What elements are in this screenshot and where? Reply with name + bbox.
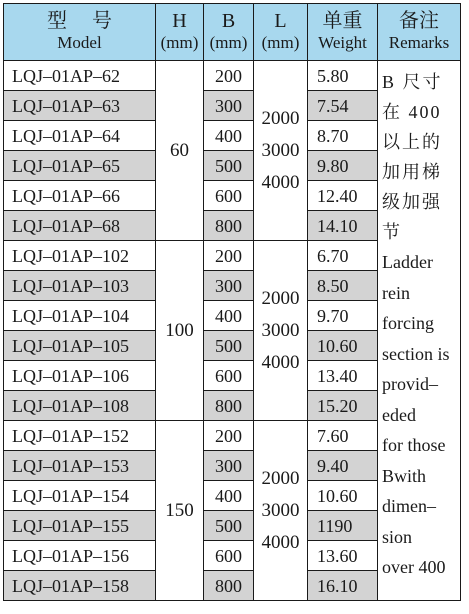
header-l-unit: (mm) (261, 33, 300, 52)
header-l (254, 4, 308, 61)
cell-model: LQJ–01AP–105 (4, 331, 156, 361)
cell-model: LQJ–01AP–103 (4, 271, 156, 301)
cell-model: LQJ–01AP–152 (4, 421, 156, 451)
cell-width-b: 800 (204, 391, 254, 421)
cell-weight: 5.80 (308, 61, 378, 91)
cell-width-b: 300 (204, 451, 254, 481)
cell-model: LQJ–01AP–65 (4, 151, 156, 181)
cell-height: 60 (156, 61, 204, 241)
cell-weight: 13.60 (308, 541, 378, 571)
length-value: 3000 (261, 139, 300, 161)
header-row (4, 4, 461, 61)
remarks-en-line: eded (382, 404, 416, 425)
header-model-en: Model (57, 33, 102, 52)
remarks-en-line: sion (382, 526, 413, 547)
remarks-en-line: section is (382, 343, 450, 364)
header-weight-en: Weight (318, 33, 367, 52)
cell-model: LQJ–01AP–66 (4, 181, 156, 211)
header-l-label: L (274, 10, 287, 32)
remarks-en-line: rein (382, 282, 410, 303)
cell-model: LQJ–01AP–102 (4, 241, 156, 271)
cell-model: LQJ–01AP–104 (4, 301, 156, 331)
cell-weight: 9.80 (308, 151, 378, 181)
cell-model: LQJ–01AP–158 (4, 571, 156, 601)
remarks-cn-line: 级加强 (382, 192, 442, 212)
remarks-en-line: dimen– (382, 496, 436, 516)
cell-width-b: 600 (204, 361, 254, 391)
remarks-en-line: over 400 (382, 557, 446, 577)
header-b-unit: (mm) (209, 33, 248, 52)
cell-weight: 14.10 (308, 211, 378, 241)
cell-weight: 10.60 (308, 481, 378, 511)
header-remarks-en: Remarks (388, 33, 450, 52)
cell-weight: 10.60 (308, 331, 378, 361)
remarks-cn-line: 以上的 (382, 132, 442, 152)
cell-weight: 6.70 (308, 241, 378, 271)
cell-model: LQJ–01AP–153 (4, 451, 156, 481)
remarks-cn-line: B 尺寸 (382, 72, 443, 92)
cell-weight: 9.40 (308, 451, 378, 481)
cell-weight: 8.50 (308, 271, 378, 301)
cell-remarks (378, 61, 461, 601)
header-remarks (378, 4, 461, 61)
header-remarks-cn: 备注 (399, 10, 439, 32)
remarks-en-line: forcing (382, 313, 434, 333)
header-model (4, 4, 156, 61)
cell-model: LQJ–01AP–154 (4, 481, 156, 511)
cell-height: 100 (156, 241, 204, 421)
spec-table (3, 3, 461, 601)
cell-width-b: 500 (204, 331, 254, 361)
remarks-cn-line: 在 400 (382, 102, 442, 122)
header-h-label: H (172, 10, 187, 32)
cell-model: LQJ–01AP–63 (4, 91, 156, 121)
cell-model: LQJ–01AP–68 (4, 211, 156, 241)
length-value: 4000 (261, 351, 300, 373)
length-value: 2000 (261, 107, 300, 129)
cell-model: LQJ–01AP–64 (4, 121, 156, 151)
cell-length (254, 241, 308, 421)
cell-weight: 15.20 (308, 391, 378, 421)
cell-weight: 1190 (308, 511, 378, 541)
cell-model: LQJ–01AP–108 (4, 391, 156, 421)
remarks-en-line: Ladder (382, 252, 433, 272)
remarks-en-line: Bwith (382, 465, 427, 486)
cell-length (254, 421, 308, 601)
length-value: 2000 (261, 467, 300, 489)
header-h-unit: (mm) (160, 33, 199, 52)
table-row (4, 61, 461, 91)
cell-width-b: 200 (204, 241, 254, 271)
length-value: 3000 (261, 319, 300, 341)
header-model-cn: 型 号 (47, 10, 122, 32)
header-weight (308, 4, 378, 61)
cell-weight: 13.40 (308, 361, 378, 391)
cell-width-b: 600 (204, 541, 254, 571)
cell-width-b: 800 (204, 571, 254, 601)
cell-width-b: 400 (204, 301, 254, 331)
cell-width-b: 400 (204, 481, 254, 511)
cell-width-b: 600 (204, 181, 254, 211)
cell-weight: 8.70 (308, 121, 378, 151)
length-value: 4000 (261, 171, 300, 193)
cell-weight: 7.54 (308, 91, 378, 121)
cell-width-b: 300 (204, 271, 254, 301)
cell-weight: 7.60 (308, 421, 378, 451)
spec-table-wrapper (3, 3, 461, 601)
header-b-label: B (221, 10, 236, 32)
cell-width-b: 500 (204, 151, 254, 181)
remarks-en-line: provid– (382, 374, 438, 394)
cell-weight: 12.40 (308, 181, 378, 211)
cell-model: LQJ–01AP–106 (4, 361, 156, 391)
length-value: 3000 (261, 499, 300, 521)
cell-weight: 16.10 (308, 571, 378, 601)
table-body (4, 61, 461, 601)
length-value: 4000 (261, 531, 300, 553)
cell-width-b: 500 (204, 511, 254, 541)
cell-model: LQJ–01AP–155 (4, 511, 156, 541)
cell-width-b: 800 (204, 211, 254, 241)
cell-width-b: 200 (204, 61, 254, 91)
header-weight-cn: 单重 (322, 10, 363, 32)
length-value: 2000 (261, 287, 300, 309)
cell-model: LQJ–01AP–62 (4, 61, 156, 91)
cell-model: LQJ–01AP–156 (4, 541, 156, 571)
remarks-en-line: for those (382, 435, 446, 455)
header-b (204, 4, 254, 61)
cell-width-b: 300 (204, 91, 254, 121)
cell-height: 150 (156, 421, 204, 601)
cell-width-b: 400 (204, 121, 254, 151)
header-h (156, 4, 204, 61)
remarks-cn-line: 节 (382, 222, 402, 242)
remarks-cn-line: 加用梯 (382, 162, 442, 182)
cell-length (254, 61, 308, 241)
cell-weight: 9.70 (308, 301, 378, 331)
cell-width-b: 200 (204, 421, 254, 451)
